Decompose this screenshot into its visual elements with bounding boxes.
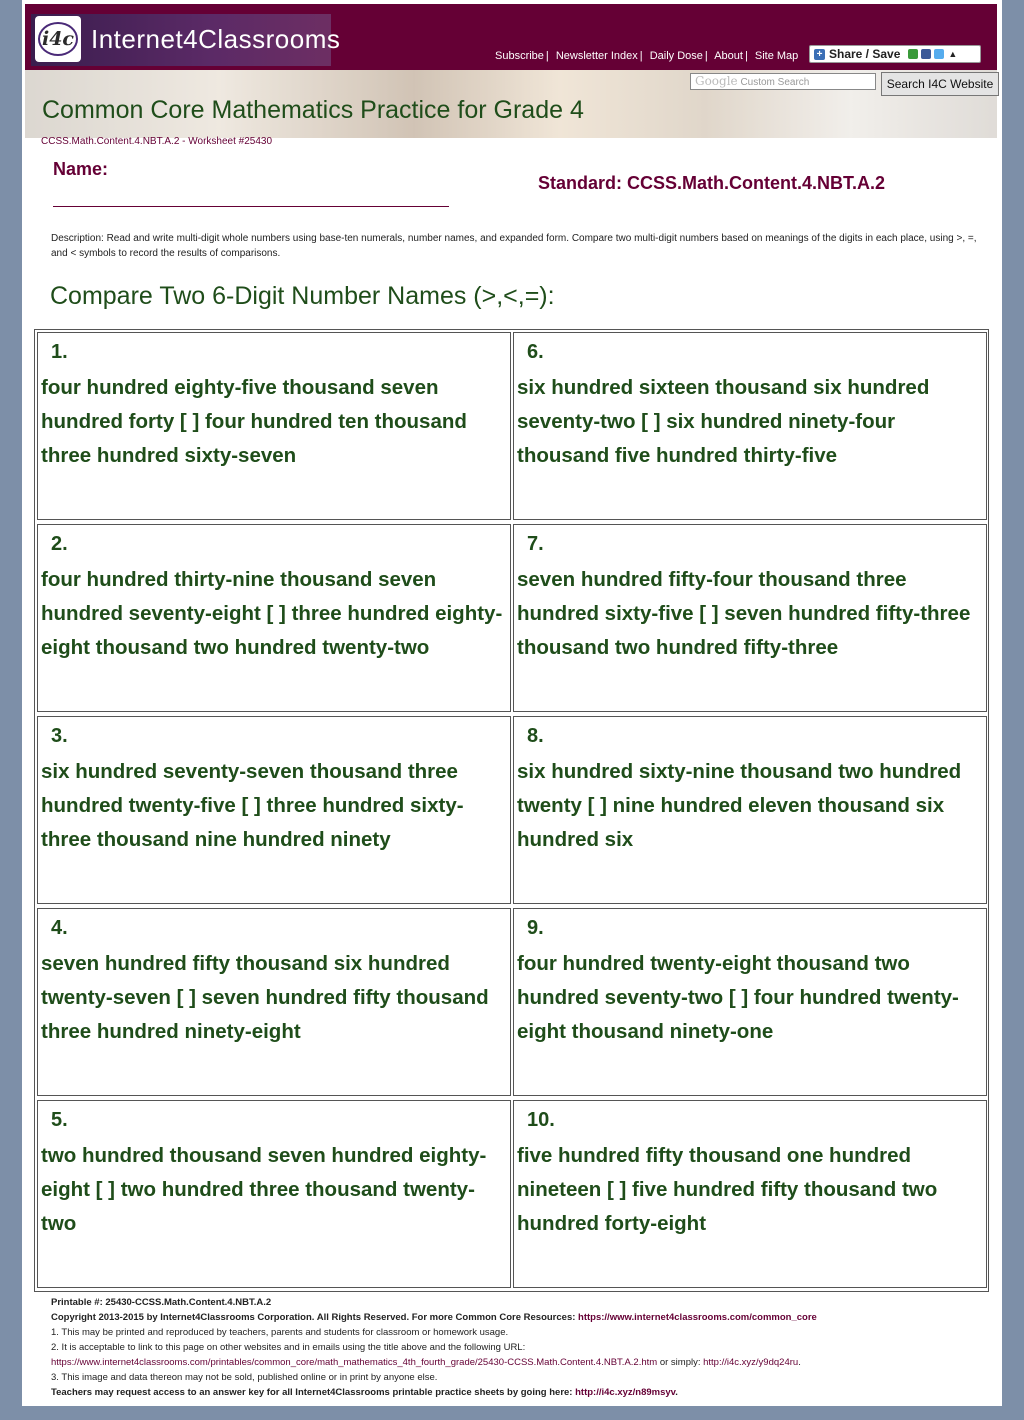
footer-note-2-urls: https://www.internet4classrooms.com/printables/common_core/math_mathematics_4th_fourth_grade/25430-CCSS.Math.Content.4.NBT.A.2.htm or simply: http://i4c.xyz/y9dq24ru. bbox=[51, 1357, 801, 1368]
problem-grid bbox=[34, 329, 989, 1292]
problem-cell bbox=[513, 524, 987, 712]
problem-text: six hundred sixteen thousand six hundred seventy-two [ ] six hundred ninety-four thousand five hundred thirty-five bbox=[517, 376, 930, 467]
problem-number: 4. bbox=[51, 917, 68, 939]
search-input[interactable] bbox=[690, 73, 876, 90]
footer-or-simply: or simply: bbox=[657, 1357, 704, 1368]
footer-common-core-link[interactable]: https://www.internet4classrooms.com/common_core bbox=[578, 1312, 817, 1323]
share-label: Share / Save bbox=[829, 47, 901, 61]
problem-cell bbox=[37, 908, 511, 1096]
footer-copyright bbox=[51, 1310, 996, 1325]
worksheet-id: CCSS.Math.Content.4.NBT.A.2 - Worksheet #25430 bbox=[41, 136, 273, 147]
share-plus-icon: + bbox=[814, 49, 825, 60]
problem-text: seven hundred fifty thousand six hundred twenty-seven [ ] seven hundred fifty thousand three hundred ninety-eight bbox=[41, 952, 489, 1043]
site-logo[interactable] bbox=[31, 14, 341, 66]
footer-teachers: Teachers may request access to an answer key for all Internet4Classrooms printable practice sheets by going here: http://i4c.xyz/n89msyv. bbox=[51, 1387, 678, 1398]
header-photo-band bbox=[25, 70, 997, 138]
facebook-icon bbox=[921, 49, 931, 59]
problem-cell bbox=[513, 908, 987, 1096]
page bbox=[22, 0, 1002, 1406]
problem-cell bbox=[513, 716, 987, 904]
nav-daily-dose[interactable]: Daily Dose bbox=[649, 50, 703, 62]
footer-note-1: 1. This may be printed and reproduced by teachers, parents and students for classroom or homework usage. bbox=[51, 1327, 509, 1338]
description: Description: Read and write multi-digit whole numbers using base-ten numerals, number names, and expanded form. Compare two multi-digit numbers based on meanings of the digits in each place, using >, =, and < symbols to record the results of comparisons. bbox=[51, 233, 977, 259]
google-logo: Google bbox=[695, 74, 738, 88]
problem-number: 3. bbox=[51, 725, 68, 747]
footer-note-3: 3. This image and data thereon may not be sold, published online or in print by anyone else. bbox=[51, 1372, 438, 1383]
problem-text: four hundred twenty-eight thousand two hundred seventy-two [ ] four hundred twenty-eight thousand ninety-one bbox=[517, 952, 959, 1043]
problem-number: 8. bbox=[527, 725, 544, 747]
problem-number: 2. bbox=[51, 533, 68, 555]
footer-copyright-text: Copyright 2013-2015 by Internet4Classrooms Corporation. All Rights Reserved. For more Common Core Resources: bbox=[51, 1312, 579, 1323]
twitter-icon bbox=[934, 49, 944, 59]
footer-worksheet-link[interactable]: https://www.internet4classrooms.com/printables/common_core/math_mathematics_4th_fourth_grade/25430-CCSS.Math.Content.4.NBT.A.2.htm bbox=[51, 1357, 658, 1368]
problem-cell bbox=[37, 716, 511, 904]
problem-cell bbox=[513, 1100, 987, 1288]
problem-text: seven hundred fifty-four thousand three hundred sixty-five [ ] seven hundred fifty-three thousand two hundred fifty-three bbox=[517, 568, 971, 659]
nav-site-map[interactable]: Site Map bbox=[754, 50, 799, 62]
problem-number: 6. bbox=[527, 341, 544, 363]
problem-text: four hundred eighty-five thousand seven hundred forty [ ] four hundred ten thousand three hundred sixty-seven bbox=[41, 376, 467, 467]
page-title: Common Core Mathematics Practice for Grade 4 bbox=[42, 96, 584, 124]
footer-teachers-text: Teachers may request access to an answer key for all Internet4Classrooms printable practice sheets by going here: bbox=[51, 1387, 576, 1398]
problem-cell bbox=[513, 332, 987, 520]
footer-short-link[interactable]: http://i4c.xyz/y9dq24ru bbox=[703, 1357, 799, 1368]
logo-text: Internet4Classrooms bbox=[91, 24, 341, 54]
search-button[interactable]: Search I4C Website bbox=[881, 72, 999, 96]
problem-text: six hundred seventy-seven thousand three hundred twenty-five [ ] three hundred sixty-three thousand nine hundred ninety bbox=[41, 760, 464, 851]
standard-label: Standard: CCSS.Math.Content.4.NBT.A.2 bbox=[538, 173, 886, 193]
footer bbox=[51, 1295, 996, 1400]
name-label: Name: bbox=[53, 159, 109, 179]
problem-cell bbox=[37, 332, 511, 520]
problem-cell bbox=[37, 524, 511, 712]
logo-badge-text: i4c bbox=[38, 22, 78, 56]
logo-badge-icon bbox=[35, 16, 81, 62]
nav-about[interactable]: About bbox=[714, 50, 743, 62]
nav-subscribe[interactable]: Subscribe bbox=[495, 50, 544, 62]
footer-answer-key-link[interactable]: http://i4c.xyz/n89msyv bbox=[575, 1387, 676, 1398]
problem-number: 1. bbox=[51, 341, 68, 363]
section-title: Compare Two 6-Digit Number Names (>,<,=): bbox=[50, 282, 555, 310]
problem-text: six hundred sixty-nine thousand two hundred twenty [ ] nine hundred eleven thousand six hundred six bbox=[517, 760, 962, 851]
problem-number: 10. bbox=[527, 1109, 555, 1131]
problem-text: five hundred fifty thousand one hundred nineteen [ ] five hundred fifty thousand two hundred forty-eight bbox=[517, 1144, 938, 1235]
share-email-icon bbox=[908, 49, 918, 59]
share-save-button[interactable] bbox=[809, 45, 981, 63]
problem-number: 7. bbox=[527, 533, 544, 555]
site-header bbox=[25, 4, 997, 70]
problem-number: 9. bbox=[527, 917, 544, 939]
problem-cell bbox=[37, 1100, 511, 1288]
footer-note-2: 2. It is acceptable to link to this page on other websites and in emails using the title above and the following URL: bbox=[51, 1342, 526, 1353]
share-dropdown-icon: ▲ bbox=[948, 49, 958, 59]
problem-number: 5. bbox=[51, 1109, 68, 1131]
top-navigation: Subscribe | Newsletter Index | Daily Dose | About | Site Map bbox=[495, 50, 799, 62]
problem-text: two hundred thousand seven hundred eighty-eight [ ] two hundred three thousand twenty-two bbox=[41, 1144, 487, 1235]
footer-printable: Printable #: 25430-CCSS.Math.Content.4.NBT.A.2 bbox=[51, 1297, 272, 1308]
nav-newsletter-index[interactable]: Newsletter Index bbox=[555, 50, 638, 62]
problem-text: four hundred thirty-nine thousand seven hundred seventy-eight [ ] three hundred eighty-eight thousand two hundred twenty-two bbox=[41, 568, 503, 659]
search-placeholder: Custom Search bbox=[740, 77, 810, 88]
name-line bbox=[53, 206, 449, 207]
